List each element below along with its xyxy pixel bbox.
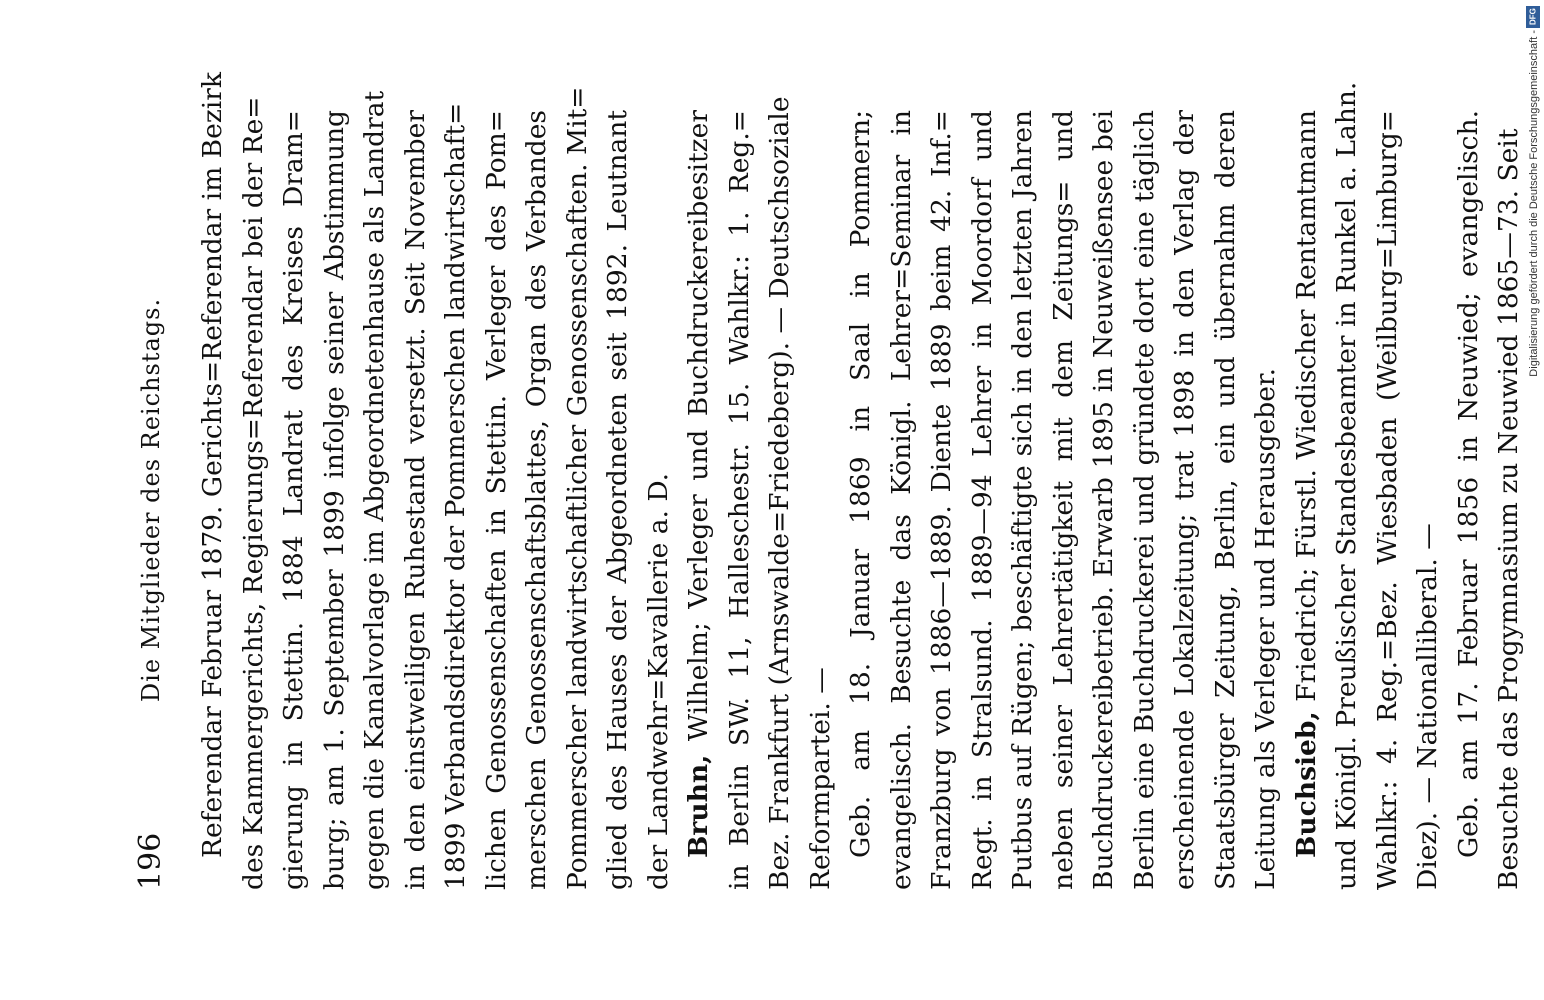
line-text: lichen Genossenschaften in Stettin. Verleger des Pom= [480, 110, 512, 890]
text-line [1246, 110, 1287, 890]
line-text: Leitung als Verleger und Herausgeber. [1250, 367, 1281, 890]
line-text: 1899 Verbandsdirektor der Pommerschen landwirtschaft= [440, 102, 471, 890]
line-text: glied des Hauses der Abgeordneten seit 1892. Leutnant [602, 110, 633, 890]
text-line [436, 102, 477, 890]
text-line [1449, 110, 1490, 890]
text-line [1206, 110, 1247, 890]
page-number: 196 [133, 832, 168, 890]
text-line [355, 90, 396, 890]
line-text: und Königl. Preußischer Standesbeamter in Runkel a. Lahn. [1331, 81, 1362, 890]
text-line [274, 110, 315, 890]
paragraph [679, 96, 841, 890]
line-text: Buchdruckereibetrieb. Erwarb 1895 in Neuweißensee bei [1088, 110, 1119, 890]
line-text: Reformpartei. — [804, 667, 836, 890]
text-line [882, 110, 923, 890]
text-line [1327, 81, 1368, 890]
text-line [760, 96, 801, 890]
paragraph [1287, 81, 1449, 890]
text-line [922, 110, 963, 890]
document-page [127, 72, 1524, 890]
text-line [1408, 110, 1449, 890]
member-name: Buchsieb, [1290, 711, 1322, 858]
running-head-title: Die Mitglieder des Reichstags. [137, 297, 165, 703]
line-text: Wilhelm; Verleger und Buchdruckereibesitzer [683, 110, 714, 755]
text-line [598, 110, 639, 890]
paragraph [193, 72, 679, 890]
text-line [801, 110, 842, 890]
line-text: Wahlkr.: 4. Reg.=Bez. Wiesbaden (Weilburg=Limburg= [1371, 110, 1403, 890]
text-line [193, 72, 234, 890]
running-head [127, 110, 177, 890]
dfg-logo: DFG [1526, 6, 1540, 28]
line-text: Pommerscher landwirtschaftlicher Genossenschaften. Mit= [561, 86, 593, 890]
text-line [841, 110, 882, 890]
text-line [1044, 110, 1085, 890]
text-line [396, 110, 437, 890]
line-text: Staatsbürger Zeitung, Berlin, ein und übernahm deren [1209, 110, 1241, 890]
line-text: in Berlin SW. 11, Halleschestr. 15. Wahlkr.: 1. Reg.= [723, 110, 755, 890]
line-text: der Landwehr=Kavallerie a. D. [642, 472, 674, 890]
line-text: Geb. am 17. Februar 1856 in Neuwied; evangelisch. [1452, 110, 1484, 858]
line-text: Regt. in Stralsund. 1889—94 Lehrer in Moordorf und [966, 110, 998, 890]
watermark [1514, 0, 1544, 400]
text-line [315, 110, 356, 890]
text-line [234, 96, 275, 890]
line-text: Friedrich; Fürstl. Wiedischer Rentamtmann [1290, 110, 1322, 712]
text-line [963, 110, 1004, 890]
text-line [1125, 110, 1166, 890]
line-text: Besuchte das Progymnasium zu Neuwied 1865—73. Seit [1493, 128, 1524, 890]
line-text: in den einstweiligen Ruhestand versetzt. Seit November [399, 110, 431, 890]
paragraph [841, 110, 1287, 890]
text-line [679, 110, 720, 890]
line-text: evangelisch. Besuchte das Königl. Lehrer=Seminar in [885, 110, 917, 890]
text-line [558, 86, 599, 890]
text-line [639, 110, 680, 890]
text-line [477, 110, 518, 890]
line-text: neben seiner Lehrertätigkeit mit dem Zeitungs= und [1047, 110, 1079, 890]
text-line [1003, 110, 1044, 890]
line-text: des Kammergerichts, Regierungs=Referendar bei der Re= [237, 96, 269, 890]
watermark-text: Digitalisierung gefördert durch die Deutsche Forschungsgemeinschaft - [1528, 30, 1540, 377]
line-text: Putbus auf Rügen; beschäftigte sich in den letzten Jahren [1007, 110, 1038, 890]
line-text: Franzburg von 1886—1889. Diente 1889 beim 42. Inf.= [926, 110, 957, 890]
line-text: Geb. am 18. Januar 1869 in Saal in Pommern; [845, 110, 876, 858]
line-text: merschen Genossenschaftsblattes, Organ des Verbandes [521, 110, 552, 890]
text-line [517, 110, 558, 890]
text-line [720, 110, 761, 890]
body-text [193, 72, 1530, 890]
line-text: Referendar Februar 1879. Gerichts=Referendar im Bezirk [197, 72, 228, 858]
line-text: gegen die Kanalvorlage im Abgeordnetenhause als Landrat [359, 90, 390, 890]
member-name: Bruhn, [683, 754, 714, 858]
line-text: burg; am 1. September 1899 infolge seiner Abstimmung [318, 110, 350, 890]
text-line [1368, 110, 1409, 890]
line-text: Diez). — Nationalliberal. — [1412, 523, 1443, 890]
line-text: Bez. Frankfurt (Arnswalde=Friedeberg). — Deutschsoziale [764, 96, 795, 890]
line-text: erscheinende Lokalzeitung; trat 1898 in den Verlag der [1169, 110, 1200, 890]
line-text: gierung in Stettin. 1884 Landrat des Kreises Dram= [278, 110, 309, 890]
text-line [1165, 110, 1206, 890]
line-text: Berlin eine Buchdruckerei und gründete dort eine täglich [1128, 110, 1160, 890]
text-line [1287, 110, 1328, 890]
text-line [1084, 110, 1125, 890]
